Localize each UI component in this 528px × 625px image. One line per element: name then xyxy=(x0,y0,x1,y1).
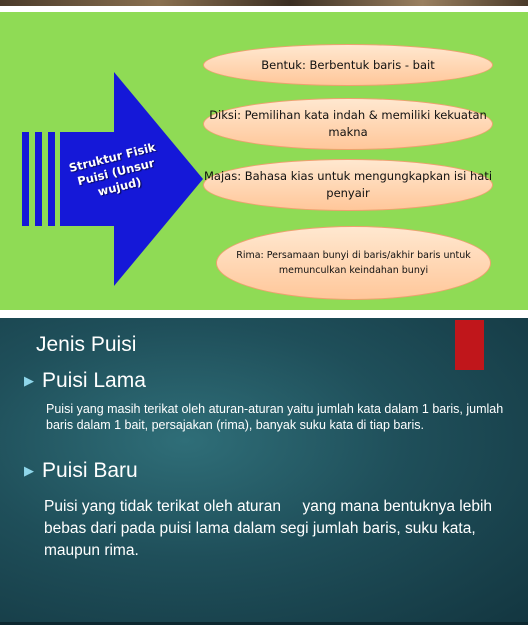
arrow-stripe-1 xyxy=(22,132,29,226)
arrow-stripe-3 xyxy=(48,132,55,226)
top-image-strip xyxy=(0,0,528,6)
bullet-puisi-baru xyxy=(24,459,138,483)
slide-jenis-puisi xyxy=(0,318,528,625)
bullet-heading: Puisi Baru xyxy=(42,459,138,482)
bullet-puisi-lama xyxy=(24,369,146,393)
puisi-baru-text: Puisi yang tidak terikat oleh aturan yang mana bentuknya lebih bebas dari pada puisi lama dalam segi jumlah baris, suku kata, maupun rima. xyxy=(44,498,497,559)
puisi-lama-text: Puisi yang masih terikat oleh aturan-aturan yaitu jumlah kata dalam 1 baris, jumlah baris dalam 1 bait, persajakan (rima), banyak suku kata di tiap baris. xyxy=(46,402,504,432)
arrow-stripe-2 xyxy=(35,132,42,226)
arrow-label: Struktur Fisik Puisi (Unsur wujud) xyxy=(67,139,158,199)
bullet-heading: Puisi Lama xyxy=(42,369,146,392)
oval-bentuk: Bentuk: Berbentuk baris - bait xyxy=(203,44,493,86)
oval-rima: Rima: Persamaan bunyi di baris/akhir baris untuk memunculkan keindahan bunyi xyxy=(216,226,491,300)
oval-majas: Majas: Bahasa kias untuk mengungkapkan isi hati penyair xyxy=(203,159,493,211)
slide-struktur-fisik xyxy=(0,12,528,310)
slide-title: Jenis Puisi xyxy=(36,333,137,356)
accent-tab xyxy=(455,320,484,370)
oval-diksi: Diksi: Pemilihan kata indah & memiliki kekuatan makna xyxy=(203,98,493,150)
triangle-bullet-icon: ▶ xyxy=(24,463,34,478)
triangle-bullet-icon: ▶ xyxy=(24,373,34,388)
